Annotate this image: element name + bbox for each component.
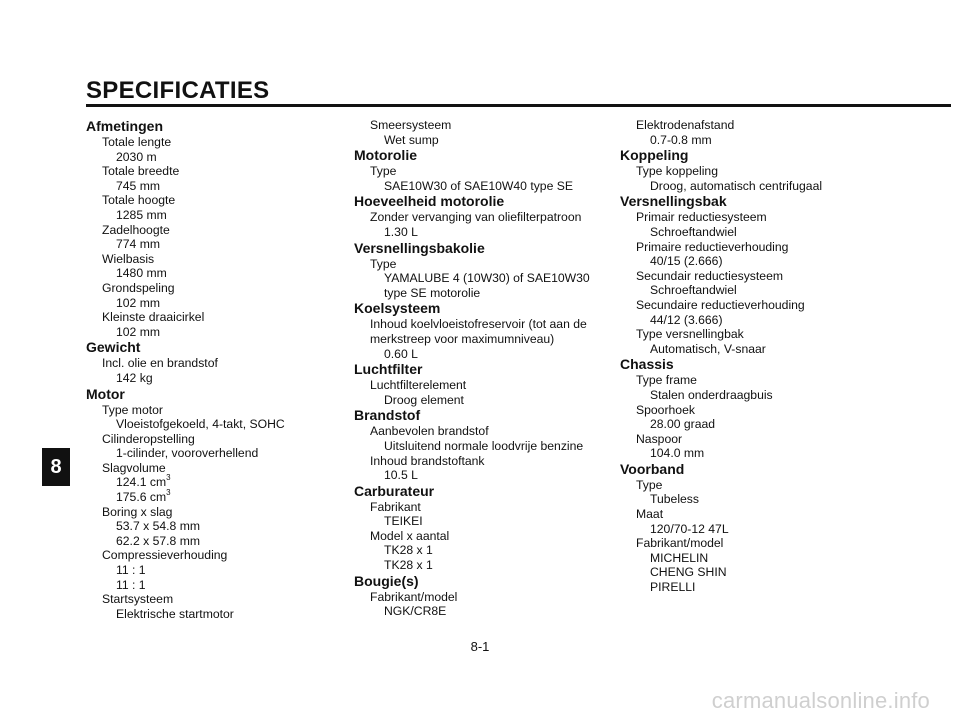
watermark: carmanualsonline.info [711,688,930,713]
section-heading: Gewicht [86,339,141,356]
spec-value-text: 28.00 graad [650,417,716,432]
section-heading: Voorband [620,460,685,477]
spec-value [354,271,603,286]
spec-label: Elektrodenafstand [636,118,735,132]
section-heading: Chassis [620,356,674,373]
spec-label: Wielbasis [102,251,155,266]
spec-label: Model x aantal [370,528,450,543]
spec-label: Maat [636,507,664,522]
spec-label: Incl. olie en brandstof [102,356,218,371]
spec-label: Grondspeling [102,280,175,295]
spec-value-text: 11 : 1 [116,577,146,592]
spec-label: Luchtfilterelement [370,378,467,393]
spec-value-text: YAMALUBE 4 (10W30) of SAE10W30 [384,271,590,286]
spec-value [620,225,870,240]
section-heading: Versnellingsbak [620,193,727,210]
spec-value [86,446,336,461]
spec-value-text: 53.7 x 54.8 mm [116,519,200,534]
section-heading: Bougie(s) [354,572,419,589]
spec-label: Type frame [636,373,697,388]
spec-value [86,296,336,311]
spec-label: Inhoud koelvloeistofreservoir (tot aan de [370,317,587,332]
spec-value-text: 11 : 1 [116,563,146,578]
spec-value [620,551,870,566]
page-title: SPECIFICATIES [86,77,270,104]
spec-value-text: 774 mm [116,237,161,252]
spec-value [354,393,603,408]
spec-value [86,371,336,386]
spec-value-text: Droog, automatisch centrifugaal [650,178,823,193]
spec-value [620,522,870,537]
section-heading: Brandstof [354,407,421,424]
section-heading: Motor [86,385,125,402]
section-heading: Motorolie [354,147,417,164]
spec-label: Slagvolume [102,460,166,475]
spec-value-text: 120/70-12 47L [650,521,729,536]
section-heading: Koelsysteem [354,300,441,317]
spec-value [354,604,603,619]
spec-value-text: NGK/CR8E [384,604,447,619]
spec-label: Totale lengte [102,135,172,149]
spec-label: Primair reductiesysteem [636,210,767,225]
spec-value [620,133,870,148]
spec-value-text: 1285 mm [116,207,167,222]
spec-value [86,150,336,165]
spec-value-text: TK28 x 1 [384,558,433,573]
spec-value [86,417,336,432]
spec-value [86,534,336,549]
spec-value [620,313,870,328]
unit-superscript: 3 [166,473,171,483]
spec-value-text: 0.7-0.8 mm [650,132,712,147]
spec-value [354,133,603,148]
spec-value-text: Droog element [384,392,464,407]
spec-value-text: Vloeistofgekoeld, 4-takt, SOHC [116,417,285,432]
spec-value-text: Stalen onderdraagbuis [650,387,773,402]
spec-value-text: MICHELIN [650,550,709,565]
spec-label: Totale breedte [102,164,180,179]
spec-value [86,179,336,194]
spec-value-text: Uitsluitend normale loodvrije benzine [384,438,584,453]
spec-label: Zadelhoogte [102,222,170,237]
spec-value-text: 40/15 (2.666) [650,254,723,269]
spec-label: Totale hoogte [102,193,176,208]
spec-label: Fabrikant/model [370,589,458,604]
spec-value-text: 102 mm [116,295,161,310]
spec-value [620,179,870,194]
spec-label: Fabrikant/model [636,536,724,551]
spec-value-text: 62.2 x 57.8 mm [116,533,200,548]
spec-value-text: 10.5 L [384,468,418,483]
spec-label: Type koppeling [636,164,718,179]
spec-value-text: TEIKEI [384,514,423,529]
spec-value-text: 142 kg [116,370,153,385]
spec-value [86,266,336,281]
spec-value [354,514,603,529]
spec-label: Zonder vervanging van oliefilterpatroon [370,210,582,225]
section-heading: Koppeling [620,147,689,164]
spec-label: Type [636,477,663,492]
spec-value-text: 2030 m [116,149,157,164]
spec-value-text: 745 mm [116,178,161,193]
spec-value-text: 175.6 cm [116,490,167,505]
spec-label: Kleinste draaicirkel [102,310,205,325]
spec-column-1 [86,118,336,621]
spec-value-text: CHENG SHIN [650,565,727,580]
spec-value [620,388,870,403]
spec-value [620,283,870,298]
spec-value-text: 1480 mm [116,266,167,281]
section-heading: Versnellingsbakolie [354,239,485,256]
spec-label: Primaire reductieverhouding [636,239,789,254]
section-heading: Luchtfilter [354,361,423,378]
spec-value [86,325,336,340]
spec-label: Boring x slag [102,504,173,519]
spec-value [86,563,336,578]
spec-value [354,225,603,240]
spec-value [354,179,603,194]
spec-value [620,580,870,595]
chapter-tab: 8 [42,448,70,486]
spec-value [354,347,603,362]
section-heading: Afmetingen [86,118,163,134]
spec-label: Spoorhoek [636,402,695,417]
spec-value [86,208,336,223]
spec-value-text: 1.30 L [384,224,418,239]
spec-value [354,439,603,454]
spec-value-text: Tubeless [650,492,699,507]
spec-value [86,578,336,593]
spec-value [620,446,870,461]
section-heading: Hoeveelheid motorolie [354,193,505,210]
spec-value-text: PIRELLI [650,580,696,595]
spec-label: merkstreep voor maximumniveau) [370,331,555,346]
spec-label: Inhoud brandstoftank [370,453,485,468]
spec-value [354,558,603,573]
spec-value-text: type SE motorolie [384,285,481,300]
title-divider [86,104,951,107]
spec-label: Cilinderopstelling [102,431,195,446]
spec-label: Fabrikant [370,499,421,514]
spec-label: Startsysteem [102,592,174,607]
spec-label: Aanbevolen brandstof [370,424,489,439]
spec-label: Secundaire reductieverhouding [636,297,805,312]
spec-value-text: 44/12 (3.666) [650,312,723,327]
spec-value-text: 104.0 mm [650,446,705,461]
spec-value-text: SAE10W30 of SAE10W40 type SE [384,178,574,193]
spec-value [620,342,870,357]
spec-label: Type versnellingbak [636,327,744,342]
spec-value [354,543,603,558]
spec-value [86,475,336,490]
unit-superscript: 3 [166,488,171,497]
spec-value-text: Elektrische startmotor [116,606,234,621]
spec-label: Smeersysteem [370,118,452,132]
spec-value [354,468,603,483]
spec-value [620,492,870,507]
spec-value [86,490,336,505]
section-heading: Carburateur [354,482,435,499]
spec-label: Type [370,164,397,179]
spec-label: Secundair reductiesysteem [636,268,783,283]
spec-value-text: Automatisch, V-snaar [650,341,766,356]
spec-value [354,286,603,301]
spec-label: Type motor [102,402,163,417]
spec-column-2 [354,118,603,619]
spec-column-3 [620,118,870,595]
spec-value [620,417,870,432]
spec-label: Naspoor [636,431,683,446]
spec-value [620,254,870,269]
spec-value-text: TK28 x 1 [384,543,433,558]
spec-label: Type [370,256,397,271]
spec-value-text: 124.1 cm [116,475,167,490]
spec-value-text: Schroeftandwiel [650,224,737,239]
spec-value-text: 1-cilinder, vooroverhellend [116,446,259,461]
page-number: 8-1 [470,639,490,654]
spec-value [86,519,336,534]
spec-value-text: 0.60 L [384,346,418,361]
spec-value-text: 102 mm [116,324,161,339]
spec-value-text: Wet sump [384,132,439,147]
spec-label: Compressieverhouding [102,548,228,563]
spec-value [86,237,336,252]
spec-value [86,607,336,622]
spec-value [620,565,870,580]
spec-value-text: Schroeftandwiel [650,283,737,298]
